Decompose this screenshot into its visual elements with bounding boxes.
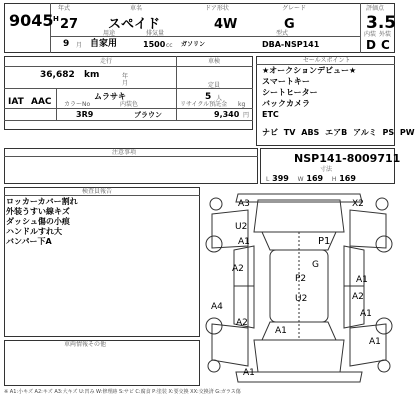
damage-mark: P1 <box>318 236 331 247</box>
option-item: PS <box>382 128 395 137</box>
damage-mark: A1 <box>369 337 381 347</box>
divider <box>56 88 57 120</box>
yen-unit: 円 <box>243 112 250 119</box>
kg-unit: kg <box>238 101 246 108</box>
options-row <box>262 128 415 138</box>
wheel-spare-left <box>208 360 220 372</box>
displacement-unit: cc <box>166 42 173 49</box>
damage-mark: A2 <box>352 292 364 302</box>
interior-label: 内装 <box>364 31 377 38</box>
fuel-value: ガソリン <box>181 41 206 48</box>
wheel-rear-right <box>376 318 392 334</box>
sales-point: シートヒーター <box>262 88 318 97</box>
wheel-front-right <box>376 236 392 252</box>
note-line: バンパー下A <box>6 237 52 246</box>
lot-number: 9045 <box>9 11 54 30</box>
note-line: ロッカーカバー割れ <box>6 197 78 206</box>
seats-label: 定員 <box>208 82 221 89</box>
wheel-top-right <box>376 198 388 210</box>
car-name: スペイド <box>108 17 161 32</box>
option-item: TV <box>283 128 296 137</box>
wheel-front-left <box>206 236 222 252</box>
person-unit: 人 <box>216 95 223 102</box>
mileage-label: 走行 <box>100 58 113 65</box>
option-item: PW <box>399 128 415 137</box>
damage-mark: A1 <box>275 326 287 336</box>
divider <box>50 36 360 37</box>
divider <box>176 56 177 120</box>
divider <box>4 108 253 109</box>
hood <box>254 200 344 232</box>
grade-value: G <box>284 17 295 32</box>
era: H <box>53 15 59 23</box>
usage-label: 用途 <box>103 30 116 37</box>
dim-h-label: H <box>331 176 337 183</box>
wheel-spare-right <box>378 360 390 372</box>
inspector-title: 検査員報告 <box>82 188 113 195</box>
month-unit: 月 <box>76 42 83 49</box>
door-value: 4W <box>214 17 238 32</box>
damage-mark: A1 <box>243 368 255 378</box>
damage-mark: P2 <box>295 274 307 284</box>
rear-bumper <box>236 372 362 382</box>
dim-l-label: L <box>266 176 270 183</box>
score-value: 3.5 <box>366 13 397 33</box>
exterior-score: C <box>381 38 390 52</box>
dimensions <box>266 174 356 185</box>
model-code-label: 型式 <box>276 30 289 37</box>
interior-score: D <box>366 38 376 52</box>
wheel-rear-left <box>206 318 222 334</box>
damage-mark: G <box>312 260 319 270</box>
divider <box>360 3 361 53</box>
dim-height: 169 <box>339 174 356 183</box>
damage-mark: A1 <box>360 309 372 319</box>
note-line: ダッシュ傷の小痕 <box>6 217 70 226</box>
damage-mark: X2 <box>352 199 364 209</box>
trim-color-label: 内装色 <box>120 101 139 108</box>
dim-length: 399 <box>272 174 289 183</box>
bottom-title: 車両情報その他 <box>64 341 107 348</box>
chassis-number: NSP141-8009711 <box>294 152 401 165</box>
color-no-value: 3R9 <box>76 110 94 119</box>
year-unit: 年 <box>122 73 129 80</box>
divider <box>4 156 258 157</box>
score-label: 評価点 <box>366 5 385 12</box>
trunk <box>254 340 344 372</box>
damage-mark: A3 <box>238 199 250 209</box>
sales-point: バックカメラ <box>262 99 310 108</box>
year-value: 27 <box>60 17 79 32</box>
color-value: ムラサキ <box>94 92 126 101</box>
damage-mark: A2 <box>232 264 244 274</box>
displacement-value: 1500 <box>143 40 166 49</box>
trim-color-value: ブラウン <box>134 111 162 119</box>
damage-mark: U2 <box>295 294 308 304</box>
size-label: 寸法 <box>320 166 333 173</box>
note-line: 外装うすい線キズ <box>6 207 70 216</box>
displacement-label: 排気量 <box>146 30 165 37</box>
inspection-label: 車検 <box>208 58 221 65</box>
model-label: 車名 <box>130 5 143 12</box>
exterior-label: 外装 <box>379 31 392 38</box>
dim-width: 169 <box>306 174 324 183</box>
note-line: ハンドルすれ大 <box>6 227 62 236</box>
color-no-label: カラーNo <box>64 101 91 108</box>
option-item: ナビ <box>262 128 278 137</box>
month-value: 9 <box>63 39 70 49</box>
divider <box>256 64 395 65</box>
divider <box>4 66 253 67</box>
equipment-title: セールスポイント <box>303 57 351 64</box>
grade-label: グレード <box>282 5 307 12</box>
recycle-value: 9,340 <box>214 110 240 119</box>
wheel-top-left <box>210 198 222 210</box>
recycle-label: リサイクル預託金 <box>180 101 228 108</box>
damage-mark: A1 <box>238 237 250 247</box>
mileage-value: 36,682 <box>40 70 75 80</box>
sales-point: ETC <box>262 110 279 119</box>
model-code-value: DBA-NSP141 <box>262 40 320 49</box>
footer-legend: ※ A1:小キズ A2:キズ A3:大キズ U:凹み W:修理跡 S:サビ C:腐食 P:塗装 X:要交換 XX:交換済 G:ガラス傷 <box>4 389 241 395</box>
divider <box>4 120 253 121</box>
car-diagram <box>202 190 396 386</box>
seats-value: 5 <box>205 92 212 102</box>
front-bumper <box>236 194 362 202</box>
aircon: AAC <box>31 97 52 107</box>
left-doors <box>234 246 254 328</box>
month-unit-2: 月 <box>122 80 129 87</box>
mileage-unit: km <box>84 70 100 80</box>
damage-mark: U2 <box>235 222 248 232</box>
option-item: アルミ <box>353 128 377 137</box>
damage-mark: A1 <box>356 275 368 285</box>
divider <box>4 195 200 196</box>
sales-point: ★オークションデビュー★ <box>262 66 357 75</box>
dim-w-label: W <box>297 176 304 183</box>
sales-point: スマートキー <box>262 77 310 86</box>
left-fenders <box>212 210 248 366</box>
damage-mark: A2 <box>236 318 248 328</box>
remarks-title: 注意事項 <box>112 149 137 156</box>
option-item: エアB <box>325 128 348 137</box>
year-label: 年式 <box>58 5 71 12</box>
damage-mark: A4 <box>211 302 223 312</box>
option-item: ABS <box>301 128 320 137</box>
door-label: ドア形状 <box>205 5 229 12</box>
usage-value: 自家用 <box>90 39 118 49</box>
transmission: IAT <box>8 97 24 107</box>
